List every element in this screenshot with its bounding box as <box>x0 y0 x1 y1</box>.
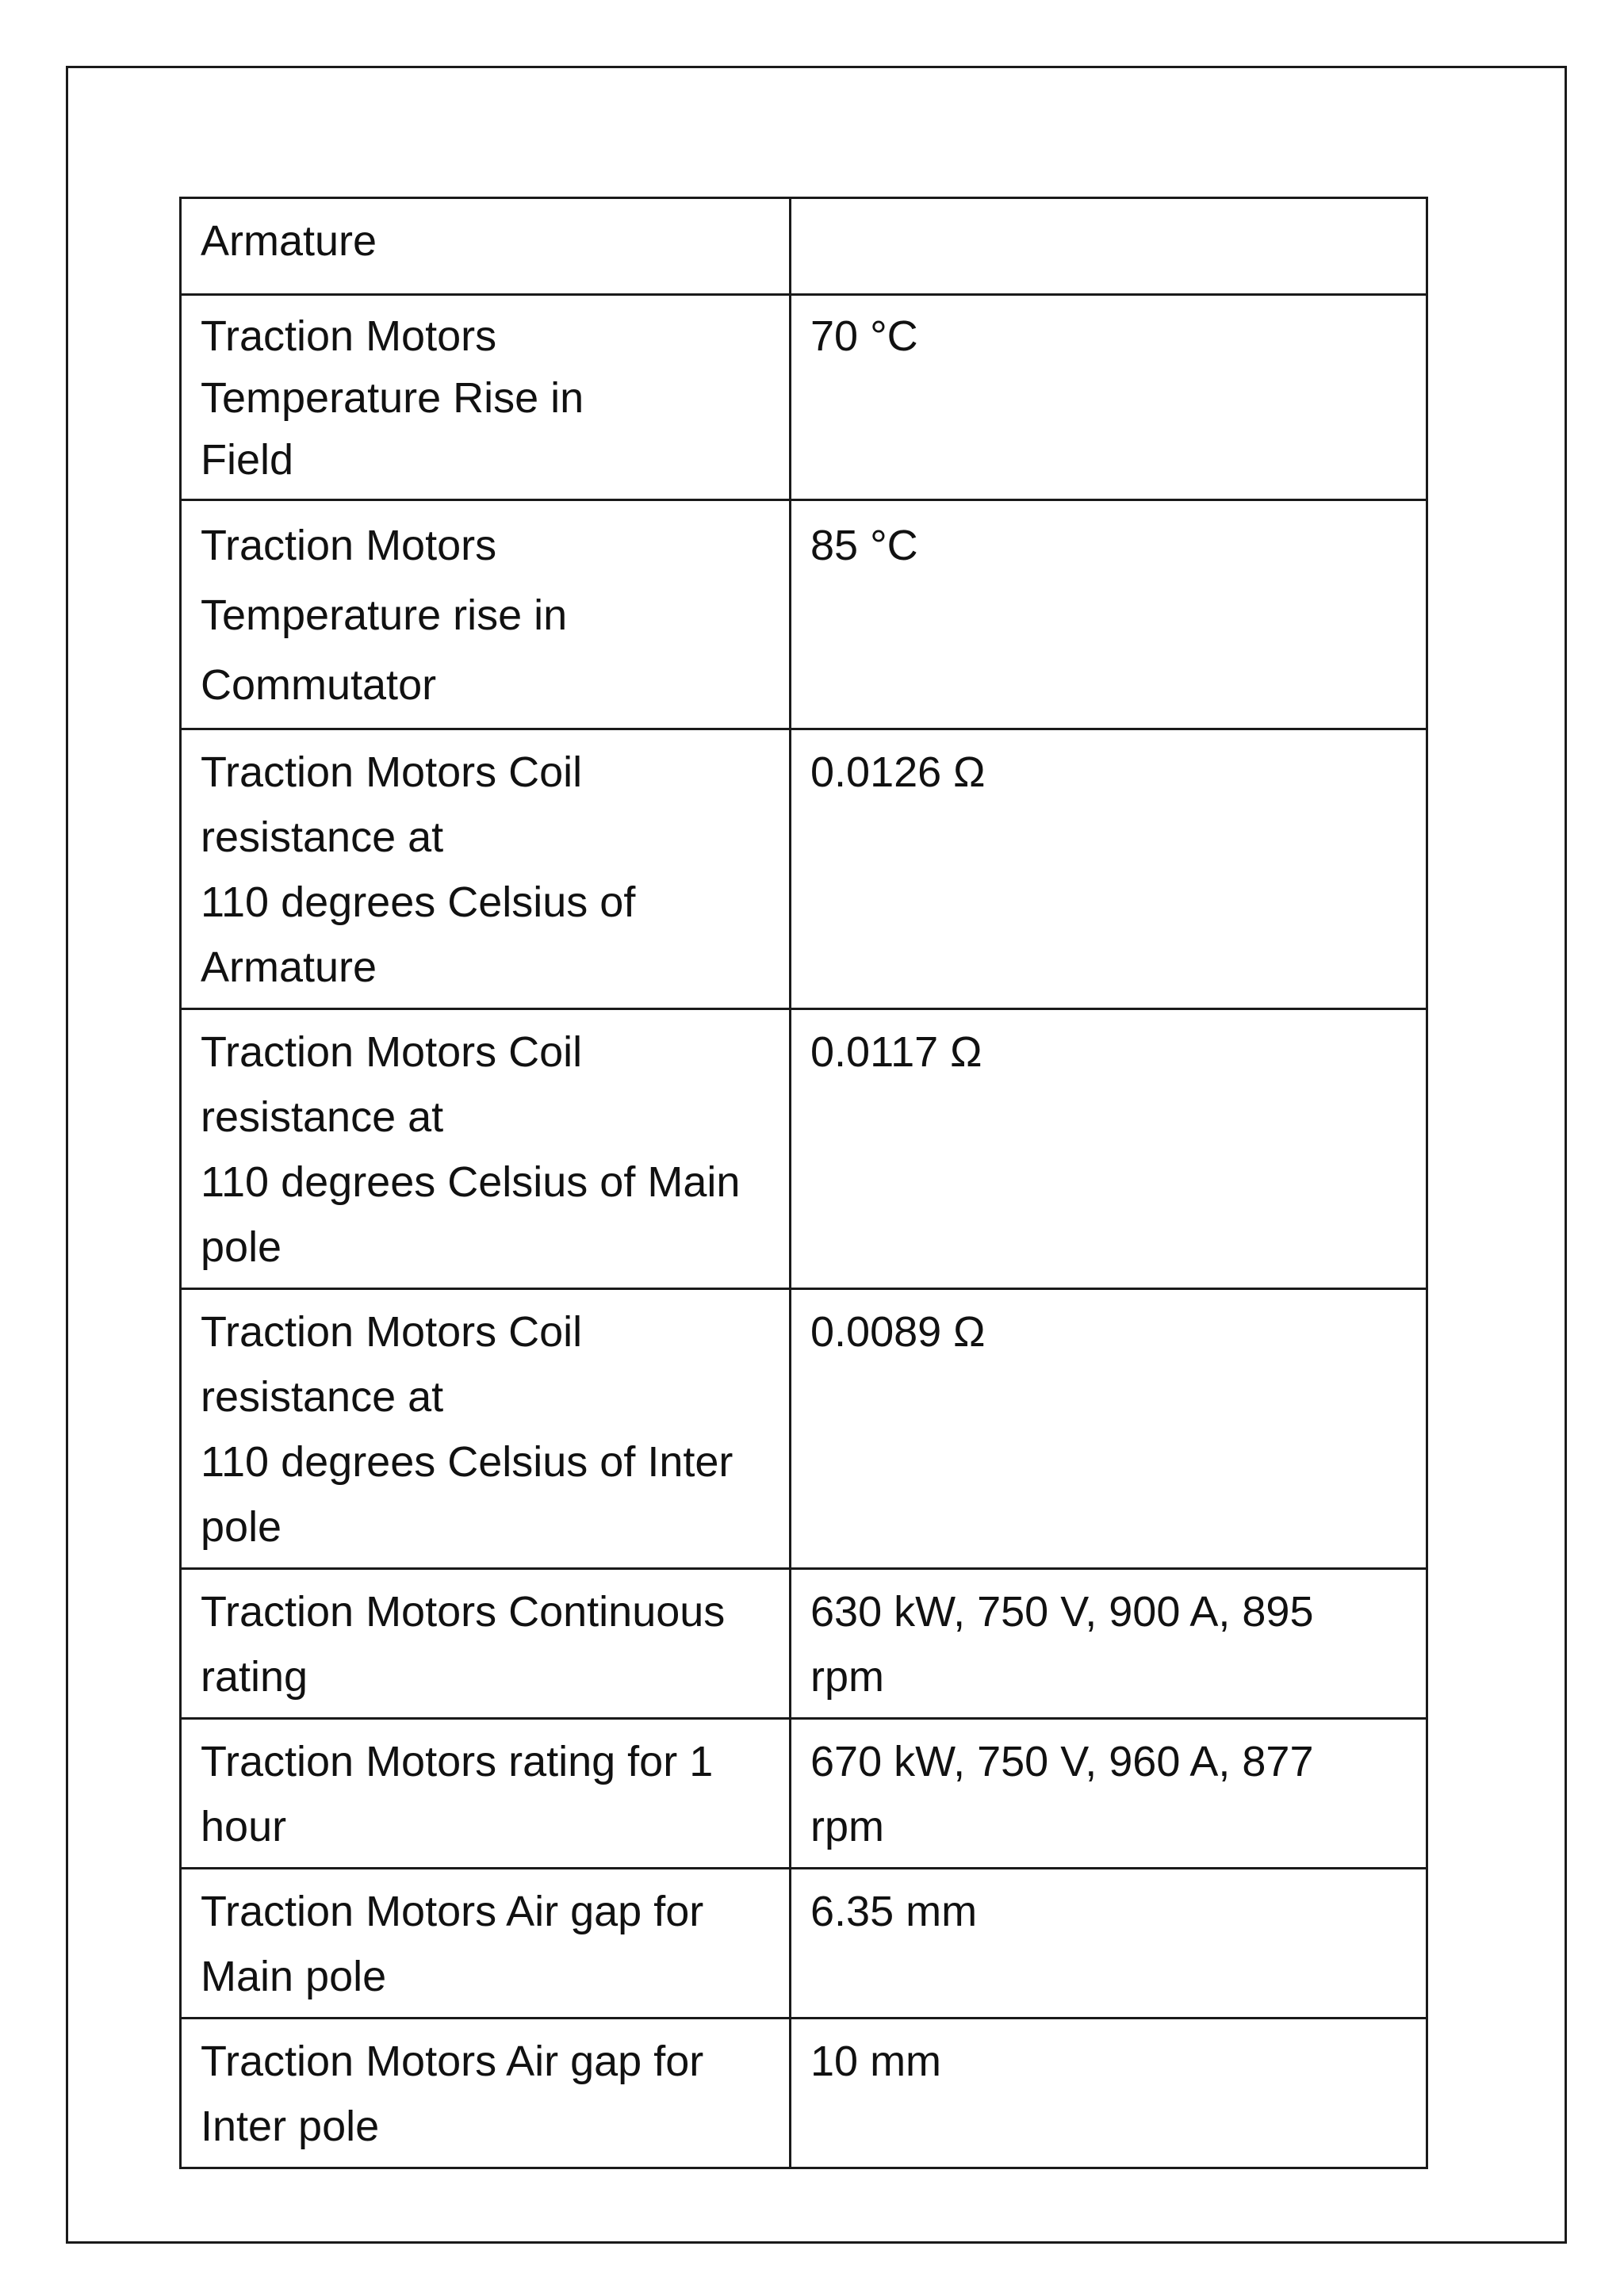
value-cell: 70 °C <box>791 295 1427 500</box>
parameter-cell: Traction Motors Air gap for Inter pole <box>181 2019 791 2168</box>
value-cell: 0.0117 Ω <box>791 1009 1427 1289</box>
parameter-cell: Traction Motors Coil resistance at 110 degrees Celsius of Armature <box>181 729 791 1009</box>
table-row <box>181 295 1427 500</box>
table-row <box>181 1569 1427 1719</box>
value-cell: 6.35 mm <box>791 1869 1427 2019</box>
parameter-cell: Traction Motors Continuous rating <box>181 1569 791 1719</box>
table-row <box>181 1289 1427 1569</box>
table-row <box>181 1869 1427 2019</box>
parameter-cell: Traction Motors Coil resistance at 110 degrees Celsius of Main pole <box>181 1009 791 1289</box>
parameter-cell: Traction Motors Coil resistance at 110 degrees Celsius of Inter pole <box>181 1289 791 1569</box>
table-row <box>181 500 1427 729</box>
parameter-cell: Traction Motors Temperature rise in Commutator <box>181 500 791 729</box>
value-cell: 85 °C <box>791 500 1427 729</box>
value-cell: 0.0089 Ω <box>791 1289 1427 1569</box>
parameter-cell: Traction Motors rating for 1 hour <box>181 1719 791 1869</box>
parameter-cell: Traction Motors Temperature Rise in Field <box>181 295 791 500</box>
table-row <box>181 1719 1427 1869</box>
table-row <box>181 2019 1427 2168</box>
value-cell: 0.0126 Ω <box>791 729 1427 1009</box>
table-row <box>181 1009 1427 1289</box>
value-cell: 670 kW, 750 V, 960 A, 877 rpm <box>791 1719 1427 1869</box>
parameter-cell: Traction Motors Air gap for Main pole <box>181 1869 791 2019</box>
value-cell: 10 mm <box>791 2019 1427 2168</box>
parameter-cell: Armature <box>181 198 791 295</box>
table-row <box>181 198 1427 295</box>
value-cell: 630 kW, 750 V, 900 A, 895 rpm <box>791 1569 1427 1719</box>
table-row <box>181 729 1427 1009</box>
value-cell <box>791 198 1427 295</box>
specifications-table <box>179 197 1428 2169</box>
